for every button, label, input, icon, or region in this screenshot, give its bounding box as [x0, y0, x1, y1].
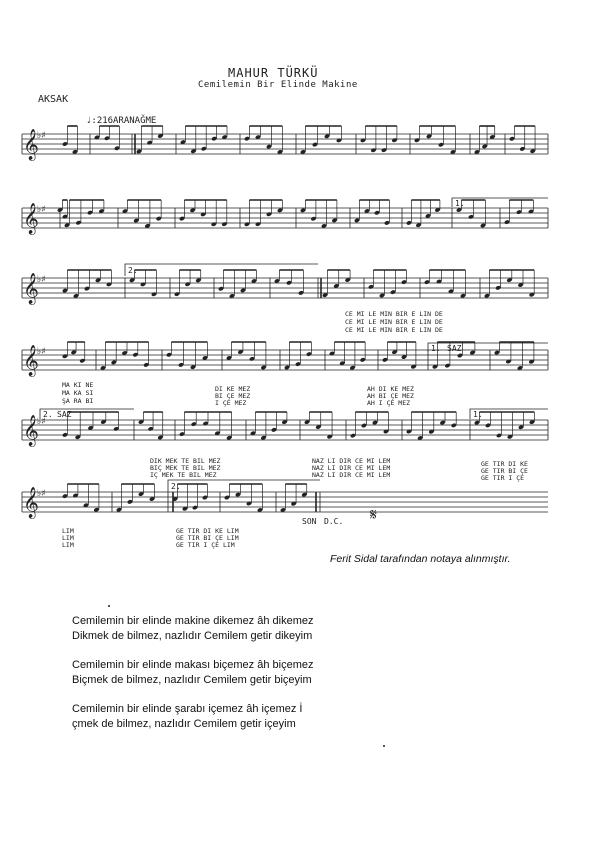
- lyric-line: GE TIR DI KE LIM: [176, 527, 239, 535]
- lyric-line: LIM: [62, 541, 74, 549]
- volta-1-mark: 1.: [431, 344, 441, 353]
- lyric-line: CE MI LE MIN BIR E LIN DE: [345, 318, 443, 326]
- tempo-mark: ♩:216: [86, 116, 114, 126]
- verse-line: Cemilemin bir elinde şarabı içemez âh içemez İ: [72, 703, 303, 715]
- notes: [57, 126, 536, 513]
- verse-line: Cemilemin bir elinde makası biçemez âh biçemez: [72, 659, 314, 671]
- volta-1-mark: 1.: [455, 199, 465, 208]
- song-subtitle: Cemilemin Bir Elinde Makine: [198, 80, 358, 90]
- treble-clef-icon: 𝄞: [23, 129, 39, 160]
- verse-line: Dikmek de bilmez, nazlıdır Cemilem getir dikeyim: [72, 630, 313, 642]
- lyric-line: NAZ LI DIR CE MI LEM: [312, 464, 391, 472]
- treble-clef-icon: 𝄞: [23, 273, 39, 304]
- lyric-line: I ÇE MEZ: [215, 399, 247, 407]
- volta-2-mark: 2.: [128, 266, 138, 275]
- lyric-line: NAZ LI DIR CE MI LEM: [312, 471, 391, 479]
- scan-speck: [108, 605, 110, 607]
- lyric-line: BIÇ MEK TE BIL MEZ: [150, 464, 221, 472]
- verse-2: [72, 658, 313, 688]
- lyric-line: BI ÇE MEZ: [215, 392, 251, 400]
- treble-clef-icon: 𝄞: [23, 345, 39, 376]
- lyric-line: MA KA SI: [62, 389, 94, 397]
- verse-3: [72, 702, 302, 732]
- verse-line: Cemilemin bir elinde makine dikemez âh dikemez: [72, 615, 314, 627]
- lyric-line: MA KI NE: [62, 381, 94, 389]
- key-signature: ♭♯: [37, 347, 46, 357]
- verse-line: Biçmek de bilmez, nazlıdır Cemilem getir biçeyim: [72, 674, 312, 686]
- saz-mark: SAZ: [57, 410, 72, 419]
- lyric-line: GE TIR DI KE: [481, 460, 528, 468]
- verse-line: çmek de bilmez, nazlıdır Cemilem getir içeyim: [72, 718, 296, 730]
- staves: [22, 128, 548, 519]
- meter-label: AKSAK: [38, 94, 69, 105]
- intro-label: ARANAĞME: [113, 116, 157, 126]
- son-mark: SON: [302, 517, 317, 526]
- lyric-line: LIM: [62, 527, 74, 535]
- lyric-line: GE TIR I ÇE: [481, 474, 525, 482]
- lyric-line: CE MI LE MIN BIR E LIN DE: [345, 326, 443, 334]
- treble-clef-icon: 𝄞: [23, 487, 39, 518]
- volta-1-mark: 1.: [473, 410, 483, 419]
- lyric-line: LIM: [62, 534, 74, 542]
- transcription-credit: Ferit Sidal tarafından notaya alınmıştır.: [330, 553, 511, 565]
- lyric-line: CE MI LE MIN BIR E LIN DE: [345, 310, 443, 318]
- key-signature: ♭♯: [37, 131, 46, 141]
- barlines: [22, 134, 548, 512]
- song-title: MAHUR TÜRKÜ: [228, 66, 319, 80]
- lyric-line: DIK MEK TE BIL MEZ: [150, 457, 221, 465]
- lyric-line: GE TIR BI ÇE LIM: [176, 534, 239, 542]
- lyric-line: ŞA RA BI: [62, 397, 94, 405]
- key-signature: ♭♯: [37, 275, 46, 285]
- verse-1: [72, 614, 314, 644]
- treble-clef-icon: 𝄞: [23, 203, 39, 234]
- lyric-line: AH DI KE MEZ: [367, 385, 414, 393]
- lyric-line: DI KE MEZ: [215, 385, 251, 393]
- lyric-line: NAZ LI DIR CE MI LEM: [312, 457, 391, 465]
- lyric-line: GE TIR I ÇE LIM: [176, 541, 235, 549]
- lyric-line: AH BI ÇE MEZ: [367, 392, 414, 400]
- dc-mark: D.C.: [324, 517, 344, 526]
- scan-speck: [383, 745, 385, 747]
- lyric-line: GE TIR BI ÇE: [481, 467, 528, 475]
- lyric-line: AH I ÇE MEZ: [367, 399, 411, 407]
- saz-mark: SAZ: [447, 344, 462, 353]
- key-signature: ♭♯: [37, 205, 46, 215]
- key-signature: ♭♯: [37, 417, 46, 427]
- lyric-line: IÇ MEK TE BIL MEZ: [150, 471, 217, 479]
- segno-icon: 𝄋: [370, 505, 377, 524]
- treble-clef-icon: 𝄞: [23, 415, 39, 446]
- volta-2-mark: 2.: [43, 410, 53, 419]
- key-signature: ♭♯: [37, 489, 46, 499]
- volta-2-mark: 2.: [171, 482, 181, 491]
